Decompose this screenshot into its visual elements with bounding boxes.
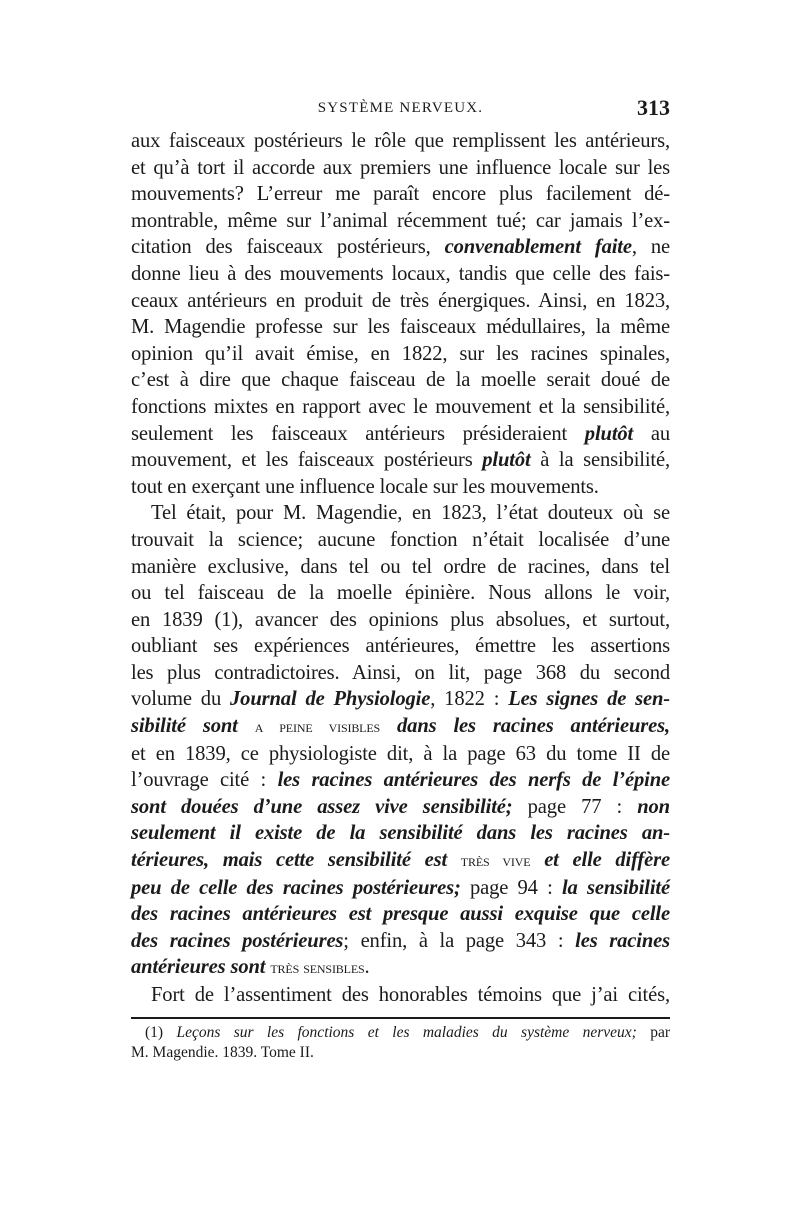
footnote-line: M. Magendie. 1839. Tome II. — [131, 1044, 314, 1061]
text-line: trouvait la science; aucune fonction n’était localisée d’une — [131, 528, 670, 551]
text-line: mouvements? L’erreur me paraît encore plus facilement dé- — [131, 183, 670, 206]
emphasis: et elle diffère — [530, 849, 670, 872]
text-segment: mouvement, et les faisceaux postérieurs — [131, 449, 483, 472]
emphasis: antérieures sont — [131, 956, 271, 979]
emphasis: dans les racines antérieures, — [380, 715, 671, 738]
text-segment: ; enfin, à la page 343 : — [343, 929, 576, 952]
emphasis: plutôt — [482, 449, 531, 472]
emphasis: convenablement faite — [444, 236, 632, 259]
text-segment: page 94 : — [460, 876, 562, 899]
text-segment: par — [636, 1024, 671, 1041]
text-line: aux faisceaux postérieurs le rôle que remplissent les antérieurs, — [131, 130, 670, 152]
emphasis: la sensibilité — [561, 876, 670, 899]
text-line: fonctions mixtes en rapport avec le mouvement et la sensibilité, — [131, 395, 670, 418]
footnote-title: Leçons sur les fonctions et les maladies du système nerveux; — [176, 1024, 637, 1041]
footnote-marker: (1) — [145, 1024, 177, 1041]
text-line: ceaux antérieurs en produit de très énergiques. Ainsi, en 1823, — [131, 289, 670, 312]
text-line: les plus contradictoires. Ainsi, on lit, page 368 du second — [131, 661, 670, 684]
emphasis: des racines antérieures est presque aussi exquise que celle — [131, 903, 670, 926]
emphasis: des racines postérieures — [131, 929, 344, 952]
text-line — [131, 820, 670, 847]
small-caps-text: a peine visibles — [254, 717, 381, 737]
text-segment: . — [364, 956, 370, 979]
text-segment: citation des faisceaux postérieurs, — [131, 236, 445, 259]
text-line — [131, 875, 670, 902]
text-line: Tel était, pour M. Magendie, en 1823, l’état douteux où se — [151, 502, 670, 525]
emphasis: peu de celle des racines postérieures; — [131, 876, 461, 899]
text-line: opinion qu’il avait émise, en 1822, sur les racines spinales, — [131, 342, 670, 365]
running-title: SYSTÈME NERVEUX. — [317, 100, 484, 116]
emphasis: Les signes de sen- — [508, 688, 670, 711]
text-line — [131, 686, 670, 713]
emphasis: sont douées d’une assez vive sensibilité; — [131, 795, 513, 818]
text-segment: l’ouvrage cité : — [131, 769, 278, 792]
small-caps-text: très sensibles — [270, 958, 365, 978]
text-line: tout en exerçant une influence locale sur les mouvements. — [131, 475, 599, 498]
page-header — [131, 96, 670, 126]
text-line — [131, 767, 670, 794]
body-text — [131, 128, 670, 1009]
text-line: montrable, même sur l’animal récemment tué; car jamais l’ex- — [131, 209, 670, 232]
text-line: en 1839 (1), avancer des opinions plus absolues, et surtout, — [131, 608, 670, 631]
emphasis: sibilité sont — [131, 715, 255, 738]
text-line: Fort de l’assentiment des honorables témoins que j’ai cités, — [151, 984, 670, 1006]
text-line — [131, 954, 670, 982]
text-line — [131, 794, 670, 821]
small-caps-text: très vive — [460, 851, 531, 871]
emphasis: les racines — [575, 929, 670, 952]
page-number: 313 — [637, 95, 670, 120]
emphasis: térieures, mais cette sensibilité est — [131, 849, 461, 872]
text-segment: seulement les faisceaux antérieurs présideraient — [131, 422, 585, 445]
emphasis: non — [637, 795, 670, 818]
text-line — [131, 421, 670, 448]
text-line — [131, 234, 670, 261]
emphasis: seulement il existe de la sensibilité dans les racines an- — [131, 822, 670, 845]
text-line: et en 1839, ce physiologiste dit, à la page 63 du tome II de — [131, 742, 670, 765]
text-segment: , ne — [631, 236, 670, 259]
text-segment: à la sensibilité, — [530, 449, 670, 472]
text-line — [131, 901, 670, 928]
text-line — [131, 713, 670, 741]
text-line: M. Magendie professe sur les faisceaux médullaires, la même — [131, 316, 670, 339]
footnote — [131, 1023, 670, 1063]
text-line — [131, 847, 670, 875]
text-line: manière exclusive, dans tel ou tel ordre de racines, dans tel — [131, 555, 670, 578]
text-line: ou tel faisceau de la moelle épinière. Nous allons le voir, — [131, 582, 670, 605]
text-segment: , 1822 : — [430, 688, 509, 711]
text-line: oubliant ses expériences antérieures, émettre les assertions — [131, 635, 670, 658]
text-segment: au — [633, 422, 670, 445]
text-segment: page 77 : — [512, 795, 638, 818]
text-line — [131, 447, 670, 474]
text-line: et qu’à tort il accorde aux premiers une influence locale sur les — [131, 156, 670, 179]
emphasis: plutôt — [584, 422, 634, 445]
text-line: c’est à dire que chaque faisceau de la moelle serait doué de — [131, 369, 670, 392]
text-line: donne lieu à des mouvements locaux, tandis que celle des fais- — [131, 262, 670, 285]
emphasis: les racines antérieures des nerfs de l’épine — [277, 769, 670, 792]
text-segment: volume du — [131, 688, 231, 711]
footnote-line — [131, 1023, 670, 1043]
emphasis: Journal de Physiologie — [230, 688, 431, 711]
text-line — [131, 928, 670, 955]
footnote-rule — [131, 1017, 670, 1019]
